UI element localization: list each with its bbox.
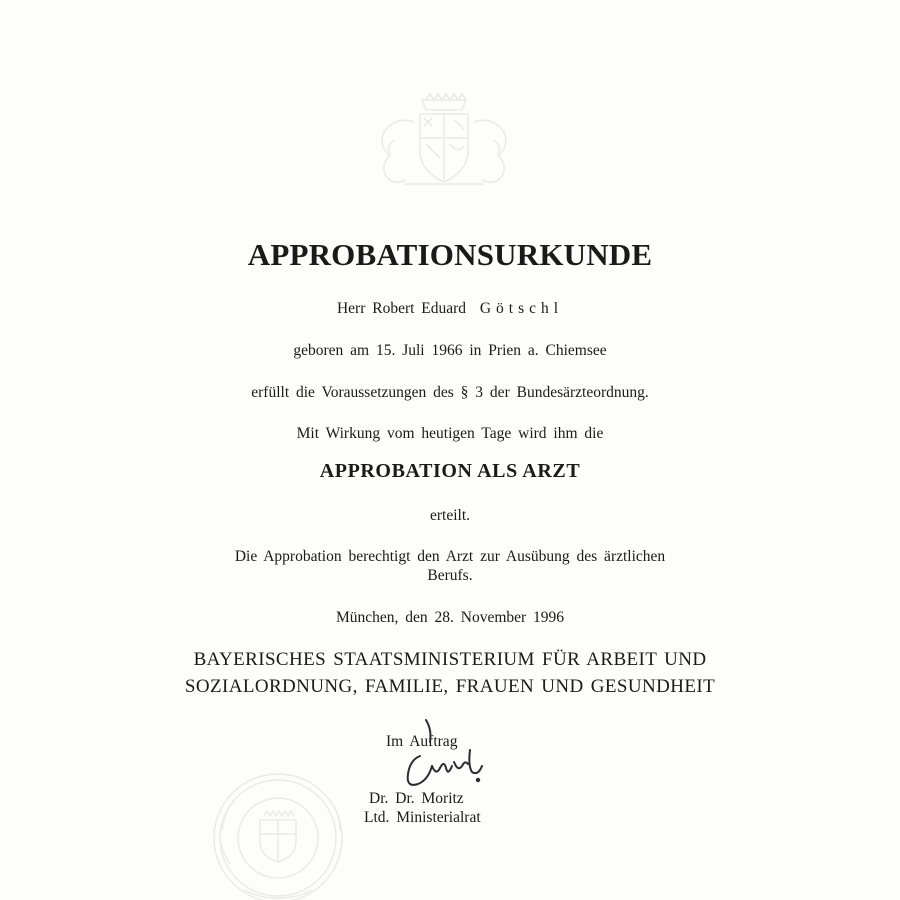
official-seal-emboss [208, 768, 348, 900]
coat-of-arms-emboss [364, 92, 524, 192]
entitlement-line-1: Die Approbation berechtigt den Arzt zur Ausübung des ärztlichen [234, 548, 666, 565]
recipient-line [0, 300, 900, 318]
birth-line: geboren am 15. Juli 1966 in Prien a. Chiemsee [293, 342, 607, 359]
granted-line: erteilt. [429, 507, 471, 524]
on-behalf-label: Im Auftrag [386, 733, 458, 750]
handwritten-signature [392, 716, 492, 796]
signatory-name: Dr. Dr. Moritz [369, 790, 464, 807]
ministry-line-1: BAYERISCHES STAATSMINISTERIUM FÜR ARBEIT UND [193, 649, 707, 670]
recipient-surname: Götschl [479, 300, 564, 317]
requirements-line: erfüllt die Voraussetzungen des § 3 der Bundesärzteordnung. [251, 384, 649, 401]
place-date-line: München, den 28. November 1996 [335, 609, 565, 626]
effect-line: Mit Wirkung vom heutigen Tage wird ihm die [296, 425, 604, 442]
entitlement-line-2: Berufs. [427, 567, 473, 584]
ministry-line-2: SOZIALORDNUNG, FAMILIE, FRAUEN UND GESUNDHEIT [184, 676, 716, 697]
recipient-first-names: Herr Robert Eduard [336, 300, 467, 317]
certificate-title: APPROBATIONSURKUNDE [247, 237, 653, 272]
approbation-title: APPROBATION ALS ARZT [319, 460, 581, 482]
signatory-title: Ltd. Ministerialrat [364, 809, 481, 826]
